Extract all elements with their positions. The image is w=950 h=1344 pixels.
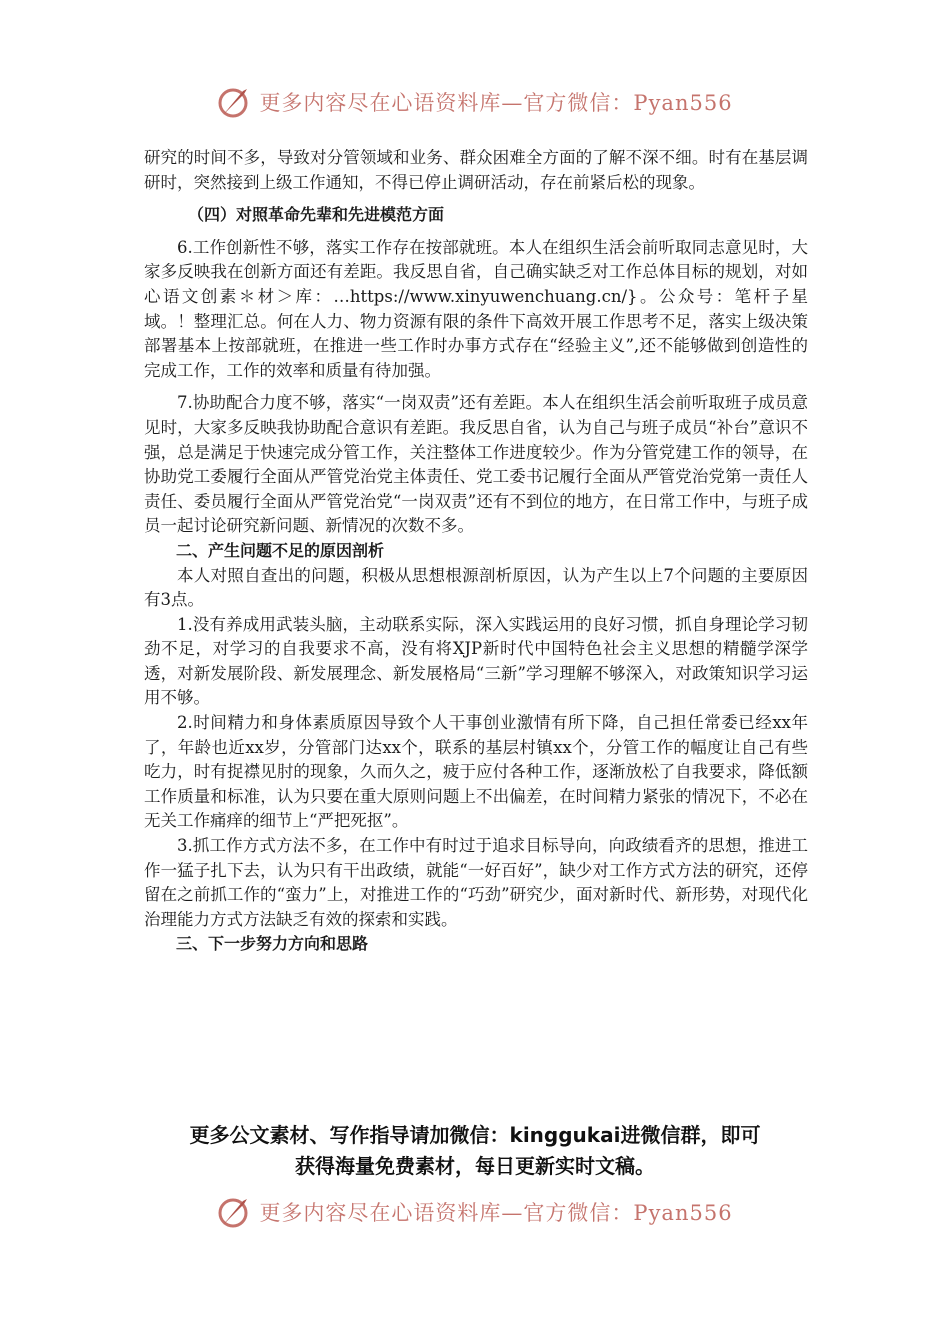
promo-line-1: 更多公文素材、写作指导请加微信：kinggukai进微信群，即可	[189, 1123, 761, 1147]
quill-logo-icon	[217, 85, 251, 119]
paragraph-item-6: 6.工作创新性不够，落实工作存在按部就班。本人在组织生活会前听取同志意见时，大家多反映我在创新方面还有差距。我反思自省，自己确实缺乏对工作总体目标的规划，对如心语文创素＊材＞库：…https://www.xinyuwenchuang.cn/}。公众号：笔杆子星域。！整理汇总。何在人力、物力资源有限的条件下高效开展工作思考不足，落实上级决策部署基本上按部就班，在推进一些工作时办事方式存在“经验主义”,还不能够做到创造性的完成工作，工作的效率和质量有待加强。	[144, 237, 808, 380]
promo-notice	[140, 1120, 810, 1182]
paragraph-reason-1: 1.没有养成用武装头脑，主动联系实际，深入实践运用的良好习惯，抓自身理论学习韧劲不足，对学习的自我要求不高，没有将XJP新时代中国特色社会主义思想的精髓学深学透，对新发展阶段、新发展理念、新发展格局“三新”学习理解不够深入，对政策知识学习运用不够。	[144, 614, 808, 708]
document-body	[144, 146, 808, 957]
header-banner-text: 更多内容尽在心语资料库—官方微信：Pyan556	[259, 91, 733, 115]
section-heading-2: 二、产生问题不足的原因剖析	[176, 540, 385, 560]
paragraph-item-7: 7.协助配合力度不够，落实“一岗双责”还有差距。本人在组织生活会前听取班子成员意见时，大家多反映我协助配合意识有差距。我反思自省，认为自己与班子成员“补台”意识不强，总是满足于快速完成分管工作，关注整体工作进度较少。作为分管党建工作的领导，在协助党工委履行全面从严管党治党主体责任、党工委书记履行全面从严管党治党第一责任人责任、委员履行全面从严管党治党“一岗双责”还有不到位的地方，在日常工作中，与班子成员一起讨论研究新问题、新情况的次数不多。	[144, 393, 808, 536]
section-heading-3: 三、下一步努力方向和思路	[176, 934, 369, 954]
footer-banner-text: 更多内容尽在心语资料库—官方微信：Pyan556	[259, 1201, 733, 1225]
paragraph-intro: 本人对照自查出的问题，积极从思想根源剖析原因，认为产生以上7个问题的主要原因有3点。	[144, 565, 808, 610]
header-banner	[0, 82, 950, 122]
quill-logo-icon	[217, 1195, 251, 1229]
subsection-heading-4: （四）对照革命先辈和先进模范方面	[188, 205, 445, 225]
paragraph-reason-2: 2.时间精力和身体素质原因导致个人干事创业激情有所下降，自己担任常委已经xx年了，年龄也近xx岁，分管部门达xx个，联系的基层村镇xx个，分管工作的幅度让自己有些吃力，时有捉襟见肘的现象，久而久之，疲于应付各种工作，逐渐放松了自我要求，降低额工作质量和标准，认为只要在重大原则问题上不出偏差，在时间精力紧张的情况下，不必在无关工作痛痒的细节上“严把死抠”。	[144, 713, 808, 831]
paragraph-continued: 研究的时间不多，导致对分管领域和业务、群众困难全方面的了解不深不细。时有在基层调研时，突然接到上级工作通知，不得已停止调研活动，存在前紧后松的现象。	[144, 148, 808, 192]
promo-line-2: 获得海量免费素材，每日更新实时文稿。	[295, 1154, 655, 1178]
footer-banner	[0, 1192, 950, 1232]
paragraph-reason-3: 3.抓工作方式方法不多，在工作中有时过于追求目标导向，向政绩看齐的思想，推进工作一猛子扎下去，认为只有干出政绩，就能“一好百好”，缺少对工作方式方法的研究，还停留在之前抓工作的“蛮力”上，对推进工作的“巧劲”研究少，面对新时代、新形势，对现代化治理能力方式方法缺乏有效的探索和实践。	[144, 836, 808, 929]
